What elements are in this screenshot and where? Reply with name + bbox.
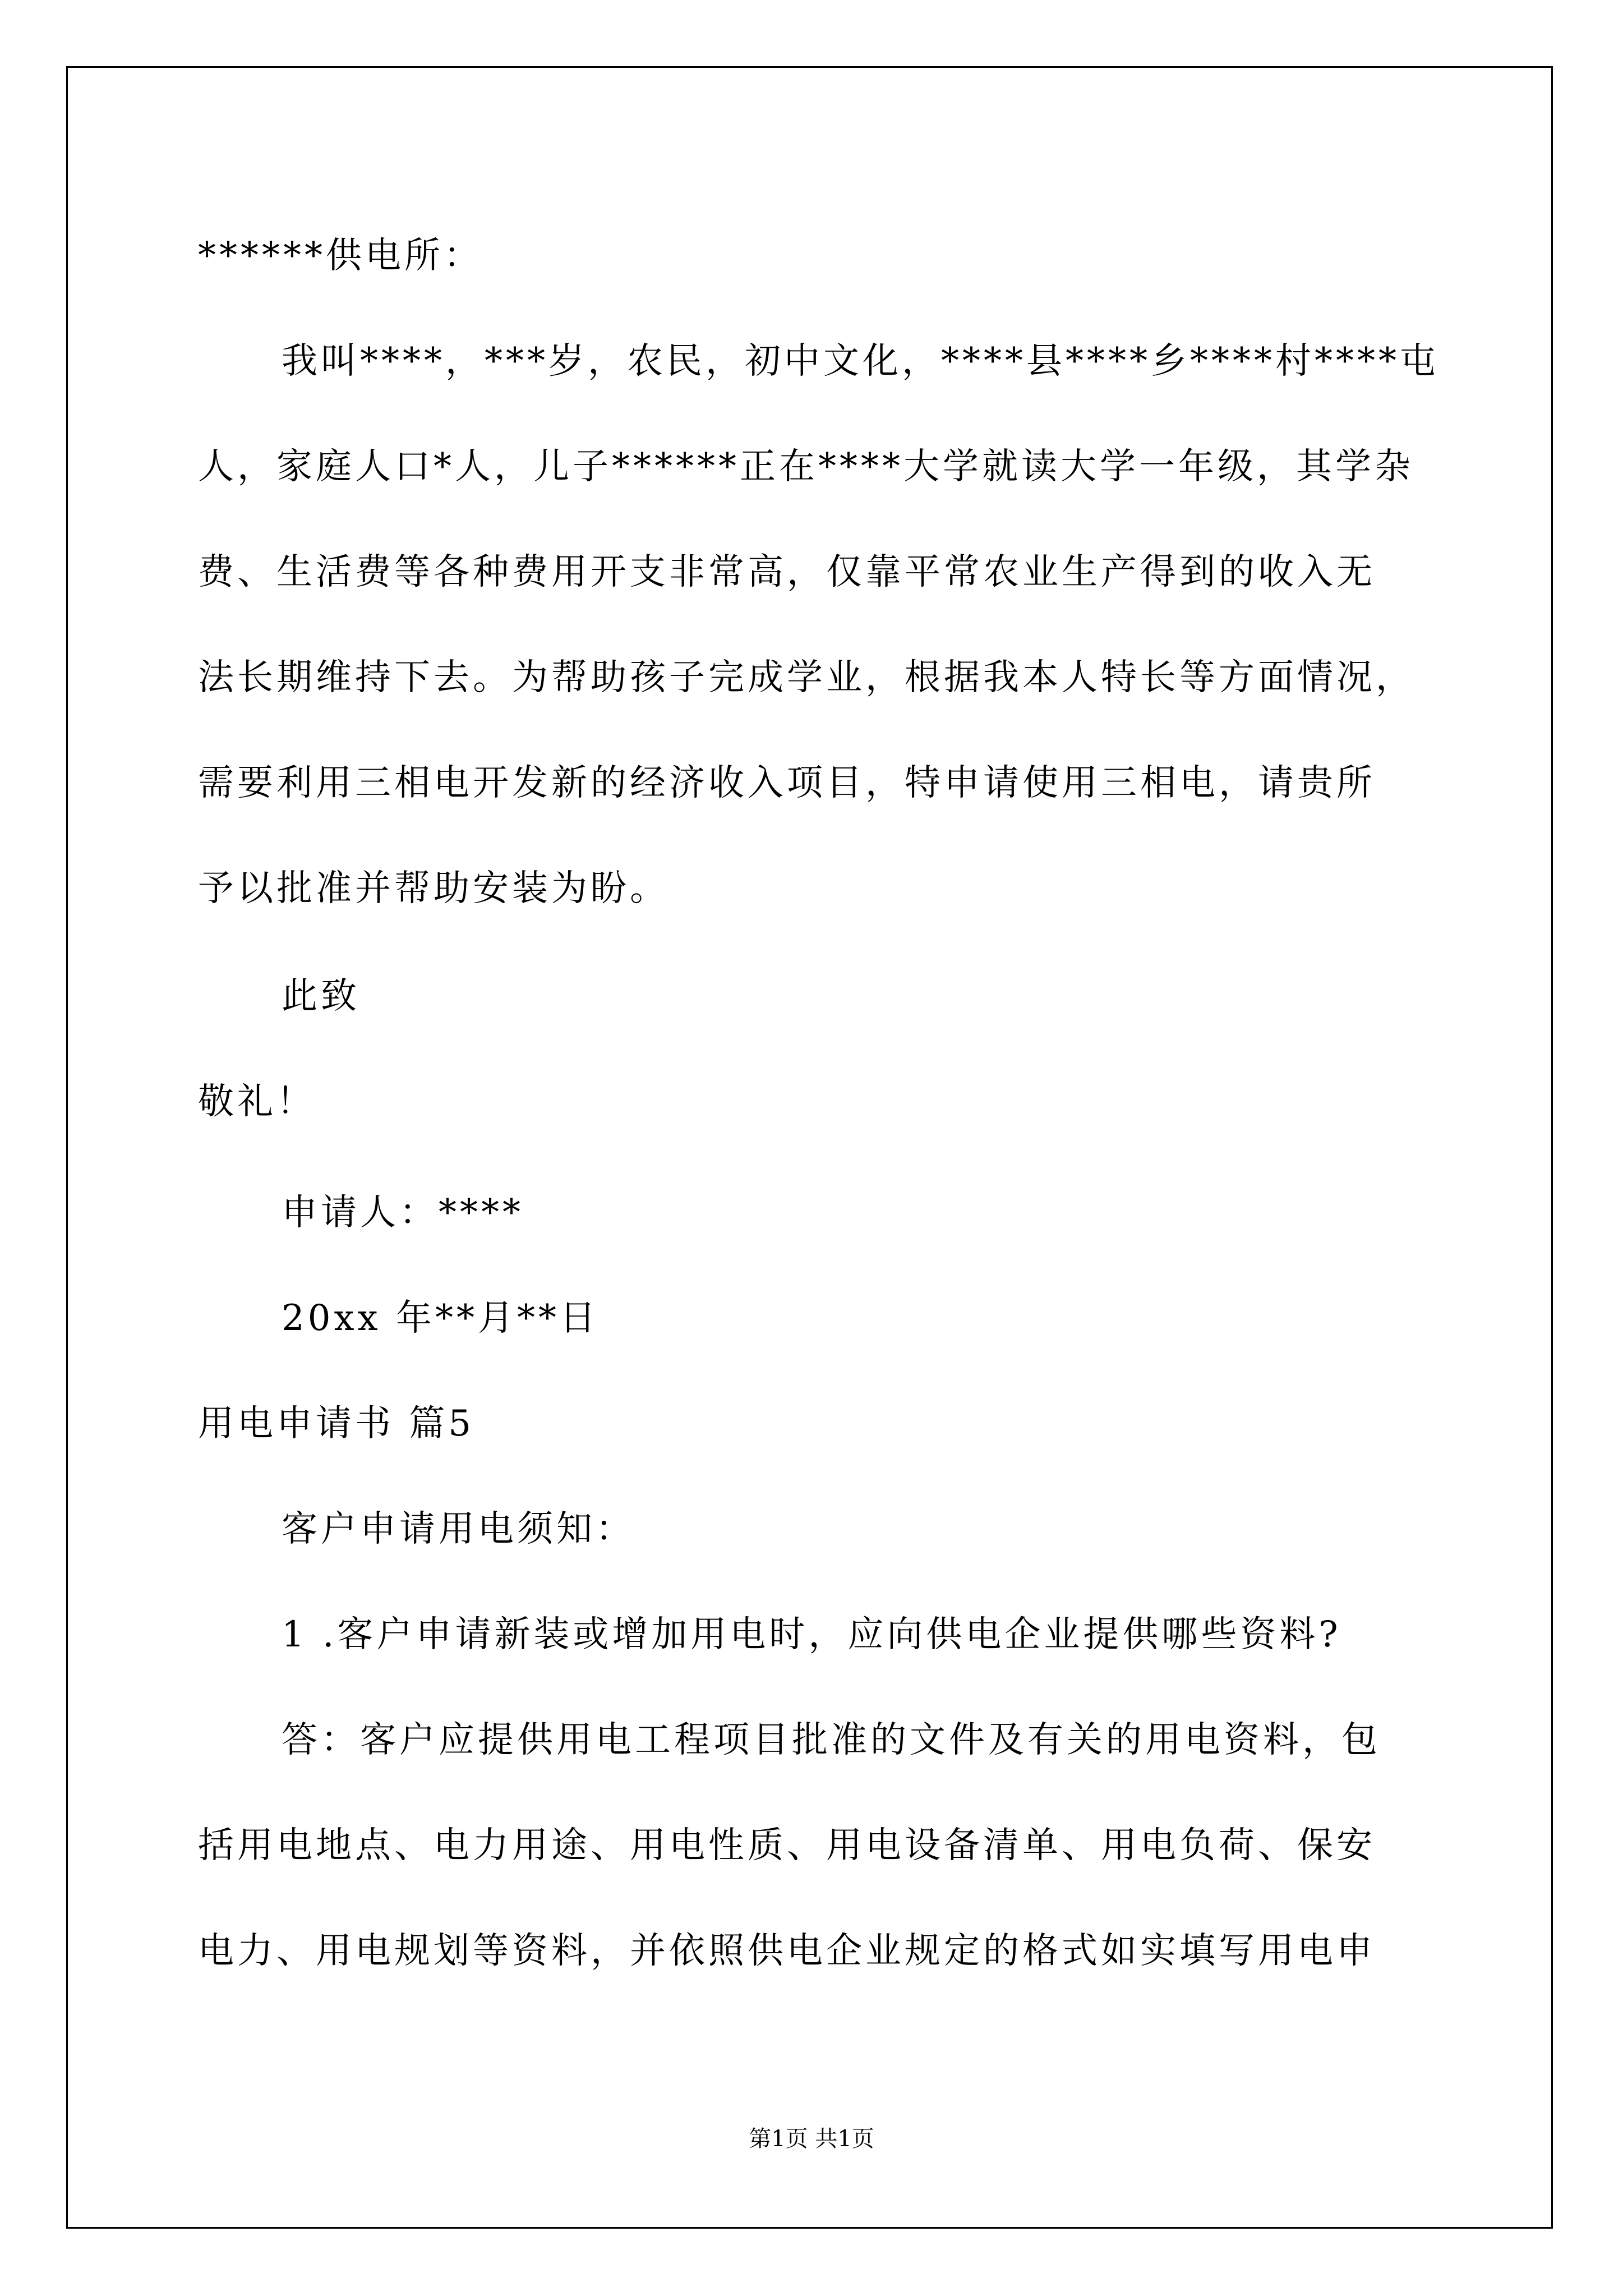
closing-cizhi: 此致	[282, 976, 360, 1017]
body-line-4: 法长期维持下去。为帮助孩子完成学业，根据我本人特长等方面情况，	[198, 657, 1415, 698]
section-heading: 用电申请书 篇5	[198, 1403, 475, 1444]
date-line: 20xx 年**月**日	[282, 1297, 599, 1339]
page-number-footer: 第1页 共1页	[749, 2126, 874, 2152]
closing-jingli: 敬礼！	[198, 1081, 316, 1122]
body-line-6: 予以批准并帮助安装为盼。	[198, 868, 669, 909]
body-line-5: 需要利用三相电开发新的经济收入项目，特申请使用三相电，请贵所	[198, 762, 1376, 804]
body-line-3: 费、生活费等各种费用开支非常高，仅靠平常农业生产得到的收入无	[198, 551, 1376, 593]
section-intro: 客户申请用电须知：	[282, 1508, 635, 1550]
question-1: 1 .客户申请新装或增加用电时，应向供电企业提供哪些资料?	[282, 1614, 1341, 1655]
answer-line-1: 答：客户应提供用电工程项目批准的文件及有关的用电资料，包	[282, 1719, 1381, 1761]
answer-line-3: 电力、用电规划等资料，并依照供电企业规定的格式如实填写用电申	[198, 1930, 1376, 1972]
answer-line-2: 括用电地点、电力用途、用电性质、用电设备清单、用电负荷、保安	[198, 1825, 1376, 1866]
applicant-line: 申请人：****	[282, 1192, 524, 1234]
body-line-1: 我叫****，***岁，农民，初中文化，****县****乡****村****屯	[282, 341, 1439, 382]
body-line-2: 人，家庭人口*人，儿子******正在****大学就读大学一年级，其学杂	[198, 446, 1414, 487]
page-border	[66, 66, 1553, 2229]
letter-salutation: ******供电所：	[198, 235, 483, 277]
